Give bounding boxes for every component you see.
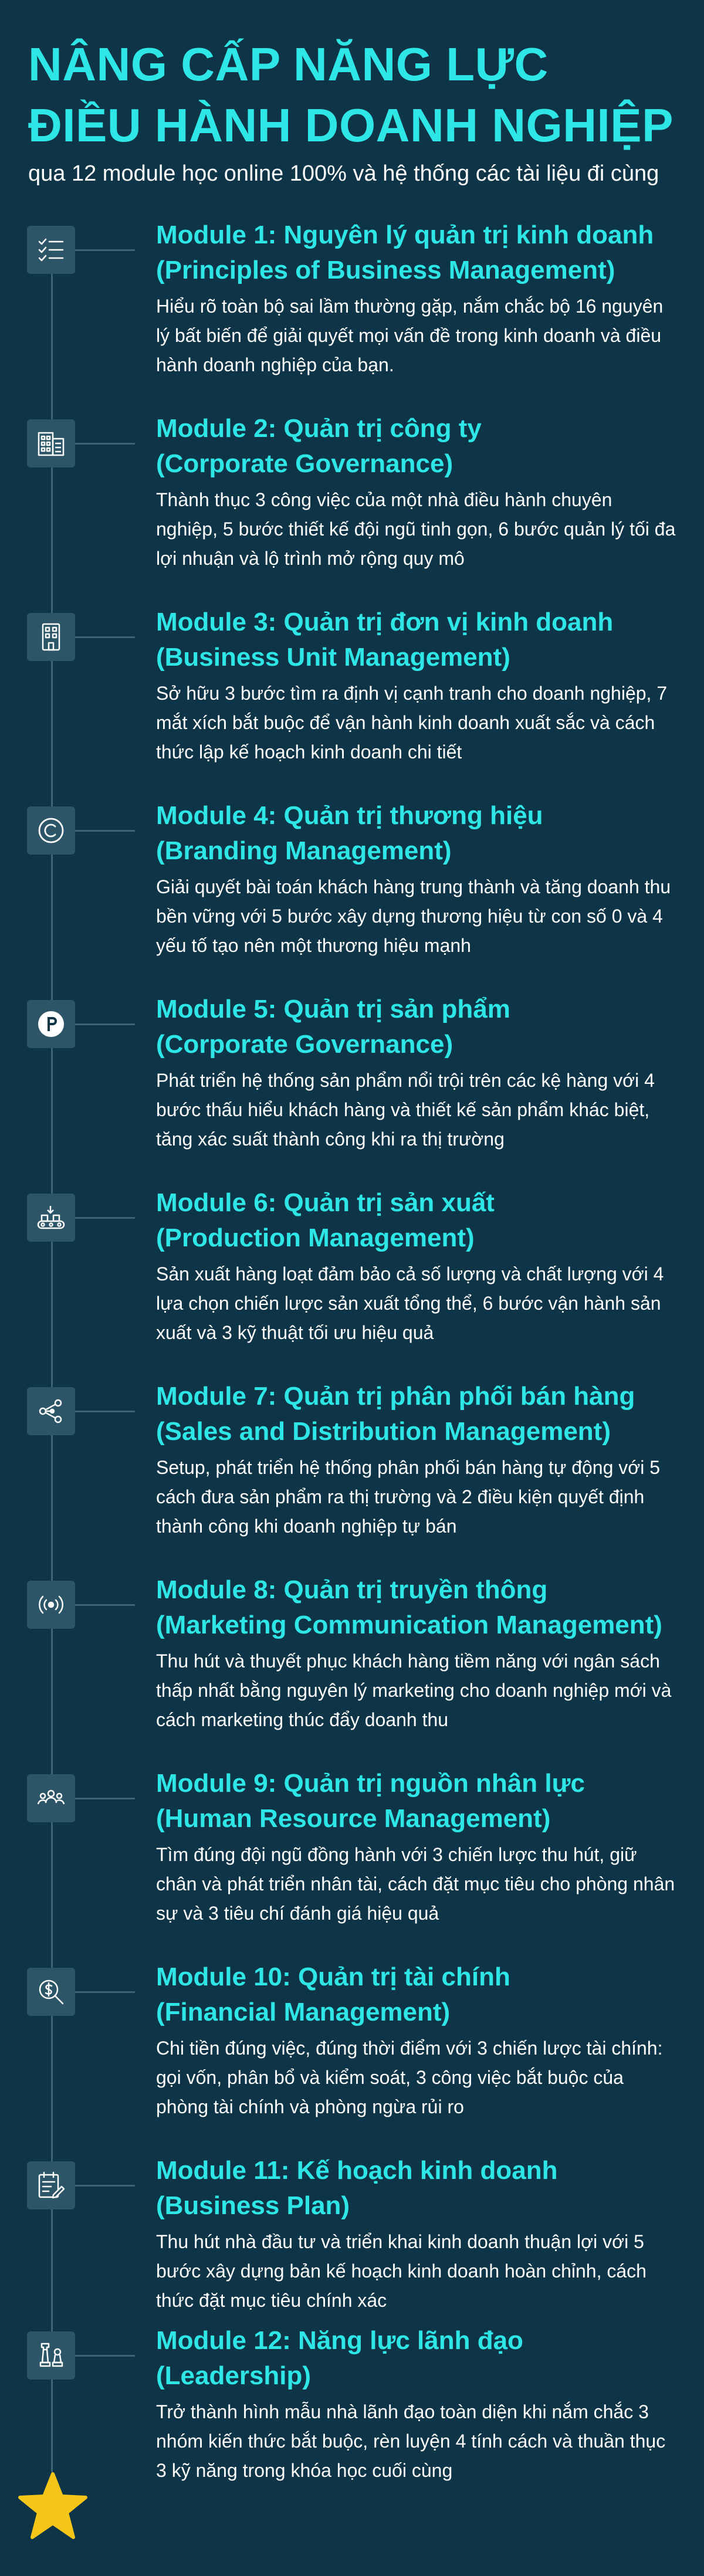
connector-line: [75, 2355, 135, 2357]
module-2: [0, 414, 704, 595]
module-title-en: (Corporate Governance): [156, 1030, 453, 1059]
connector-line: [75, 1411, 135, 1412]
module-7: [0, 1382, 704, 1563]
module-12: [0, 2326, 704, 2507]
star-icon: [16, 2472, 89, 2541]
module-title: [156, 2323, 684, 2394]
module-title: [156, 1960, 684, 2030]
module-title: [156, 1379, 684, 1449]
module-6: [0, 1188, 704, 1370]
building-icon: [27, 613, 75, 661]
module-title-en: (Corporate Governance): [156, 449, 453, 478]
chess-pieces-icon: [27, 2331, 75, 2380]
connector-line: [75, 1217, 135, 1219]
module-title: [156, 1572, 684, 1643]
connector-line: [75, 1798, 135, 1799]
module-title: [156, 992, 684, 1062]
module-4: [0, 801, 704, 982]
module-title-en: (Business Plan): [156, 2191, 350, 2220]
module-9: [0, 1769, 704, 1950]
module-title: [156, 2153, 684, 2224]
page-subtitle: qua 12 module học online 100% và hệ thống các tài liệu đi cùng: [28, 161, 659, 186]
copyright-icon: [27, 806, 75, 855]
module-title-en: (Principles of Business Management): [156, 256, 615, 284]
module-title-vi: Module 4: Quản trị thương hiệu: [156, 801, 543, 830]
module-3: [0, 608, 704, 789]
title-line-1: NÂNG CẤP NĂNG LỰC: [28, 38, 549, 90]
checklist-icon: [27, 226, 75, 274]
distribution-network-icon: [27, 1387, 75, 1435]
module-8: [0, 1575, 704, 1757]
title-line-2: ĐIỀU HÀNH DOANH NGHIỆP: [28, 99, 673, 151]
module-title-en: (Marketing Communication Management): [156, 1611, 662, 1639]
module-title-en: (Branding Management): [156, 836, 452, 865]
connector-line: [75, 1023, 135, 1025]
module-title: [156, 1766, 684, 1836]
module-1: [0, 221, 704, 402]
module-description: Setup, phát triển hệ thống phân phối bán hàng tự động với 5 cách đưa sản phẩm ra thị trường và 2 điều kiện quyết định thành công khi doanh nghiệp tự bán: [156, 1457, 661, 1537]
module-description: Chi tiền đúng việc, đúng thời điểm với 3 chiến lược tài chính: gọi vốn, phân bổ và kiểm soát, 3 công việc bắt buộc của phòng tài chính và phòng ngừa rủi ro: [156, 2038, 663, 2117]
module-description: Sản xuất hàng loạt đảm bảo cả số lượng và chất lượng với 4 lựa chọn chiến lược sản xuất tổng thể, 6 bước vận hành sản xuất và 3 kỹ thuật tối ưu hiệu quả: [156, 1263, 664, 1343]
conveyor-icon: [27, 1194, 75, 1242]
module-description: Tìm đúng đội ngũ đồng hành với 3 chiến lược thu hút, giữ chân và phát triển nhân tài, cách đặt mục tiêu cho phòng nhân sự và 3 tiêu chí đánh giá hiệu quả: [156, 1844, 675, 1924]
module-title: [156, 411, 684, 482]
dollar-search-icon: [27, 1968, 75, 2016]
module-title: [156, 1185, 684, 1256]
connector-line: [75, 443, 135, 445]
connector-line: [75, 2185, 135, 2187]
connector-line: [75, 1991, 135, 1993]
module-title-vi: Module 3: Quản trị đơn vị kinh doanh: [156, 608, 614, 636]
module-title-vi: Module 12: Năng lực lãnh đạo: [156, 2326, 523, 2355]
module-description: Phát triển hệ thống sản phẩm nổi trội trên các kệ hàng với 4 bước thấu hiểu khách hàng và thiết kế sản phẩm khác biệt, tăng xác suất thành công khi ra thị trường: [156, 1070, 655, 1150]
module-description: Thu hút và thuyết phục khách hàng tiềm năng với ngân sách thấp nhất bằng nguyên lý marketing cho doanh nghiệp mới và cách marketing thúc đẩy doanh thu: [156, 1650, 672, 1730]
module-title-vi: Module 8: Quản trị truyền thông: [156, 1575, 548, 1604]
module-title-vi: Module 6: Quản trị sản xuất: [156, 1188, 495, 1217]
module-title-en: (Business Unit Management): [156, 643, 510, 672]
module-description: Giải quyết bài toán khách hàng trung thành và tăng doanh thu bền vững với 5 bước xây dựng thương hiệu từ con số 0 và 4 yếu tố tạo nên một thương hiệu mạnh: [156, 876, 671, 956]
office-building-icon: [27, 419, 75, 467]
plan-edit-icon: [27, 2161, 75, 2209]
module-description: Trở thành hình mẫu nhà lãnh đạo toàn diện khi nắm chắc 3 nhóm kiến thức bắt buộc, rèn luyện 4 tính cách và thuần thục 3 kỹ năng trong khóa học cuối cùng: [156, 2401, 666, 2481]
module-11: [0, 2156, 704, 2337]
module-description: Hiểu rõ toàn bộ sai lầm thường gặp, nắm chắc bộ 16 nguyên lý bất biến để giải quyết mọi vấn đề trong kinh doanh và điều hành doanh nghiệp của bạn.: [156, 296, 664, 375]
connector-line: [75, 249, 135, 251]
module-title-vi: Module 1: Nguyên lý quản trị kinh doanh: [156, 221, 654, 249]
module-title-en: (Financial Management): [156, 1998, 451, 2026]
module-title-en: (Human Resource Management): [156, 1804, 551, 1833]
module-10: [0, 1962, 704, 2144]
broadcast-icon: [27, 1581, 75, 1629]
module-title-vi: Module 11: Kế hoạch kinh doanh: [156, 2156, 558, 2185]
module-5: [0, 995, 704, 1176]
module-title: [156, 605, 684, 675]
module-title: [156, 798, 684, 869]
module-title: [156, 218, 684, 288]
people-group-icon: [27, 1774, 75, 1822]
connector-line: [75, 830, 135, 832]
module-title-en: (Production Management): [156, 1223, 475, 1252]
module-title-vi: Module 10: Quản trị tài chính: [156, 1962, 510, 1991]
module-description: Sở hữu 3 bước tìm ra định vị cạnh tranh cho doanh nghiệp, 7 mắt xích bắt buộc để vận hành kinh doanh xuất sắc và cách thức lập kế hoạch kinh doanh chi tiết: [156, 683, 668, 762]
module-description: Thành thục 3 công việc của một nhà điều hành chuyên nghiệp, 5 bước thiết kế đội ngũ tinh gọn, 6 bước quản lý tối đa lợi nhuận và lộ trình mở rộng quy mô: [156, 489, 676, 569]
module-title-en: (Leadership): [156, 2361, 312, 2390]
module-description: Thu hút nhà đầu tư và triển khai kinh doanh thuận lợi với 5 bước xây dựng bản kế hoạch kinh doanh hoàn chỉnh, cách thức đặt mục tiêu chính xác: [156, 2231, 647, 2311]
connector-line: [75, 636, 135, 638]
module-title-vi: Module 9: Quản trị nguồn nhân lực: [156, 1769, 585, 1798]
module-title-vi: Module 5: Quản trị sản phẩm: [156, 995, 510, 1023]
module-title-vi: Module 7: Quản trị phân phối bán hàng: [156, 1382, 635, 1411]
page-title: [28, 34, 685, 156]
connector-line: [75, 1604, 135, 1606]
product-p-icon: [27, 1000, 75, 1048]
module-title-en: (Sales and Distribution Management): [156, 1417, 611, 1446]
module-title-vi: Module 2: Quản trị công ty: [156, 414, 482, 443]
